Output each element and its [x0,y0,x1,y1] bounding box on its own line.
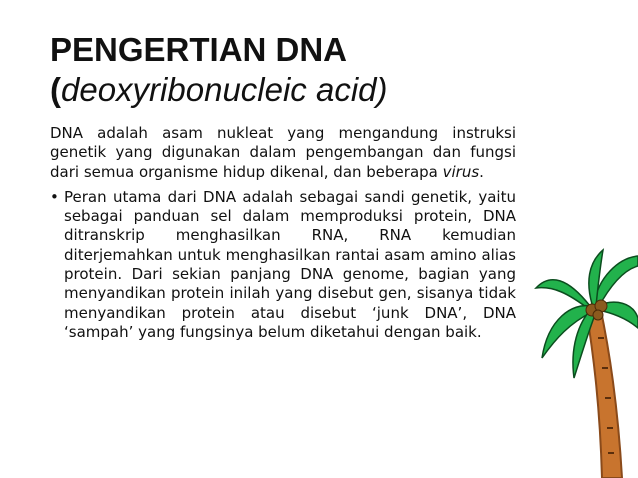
title-line-main: PENGERTIAN DNA [50,31,348,68]
title-paren: ( [50,71,61,108]
title-subtitle-text: deoxyribonucleic acid) [61,71,388,108]
bullet-item [50,188,516,342]
bullet-text: Peran utama dari DNA adalah sebagai sandi genetik, yaitu sebagai panduan sel dalam memproduksi protein, DNA ditranskrip menghasilkan RNA, RNA kemudian diterjemahkan untuk menghasilkan rantai asam amino alias protein. Dari sekian panjang DNA genome, bagian yang menyandikan protein inilah yang disebut gen, sisanya tidak menyandikan protein atau disebut ‘junk DNA’, DNA ‘sampah’ yang fungsinya belum diketahui dengan baik. [64,187,516,341]
intro-text: DNA adalah asam nukleat yang mengandung instruksi genetik yang digunakan dalam pengembangan dan fungsi dari semua organisme hidup dikenal, dan beberapa [50,124,516,181]
palm-trunk [586,306,622,478]
palm-tree-icon [528,248,638,478]
slide-title [50,30,388,110]
bullet-icon: • [50,187,59,206]
intro-italic-word: virus [442,162,480,181]
intro-paragraph [50,124,516,182]
title-line-subtitle [50,70,388,110]
slide-body [50,124,516,342]
intro-end: . [479,162,484,181]
